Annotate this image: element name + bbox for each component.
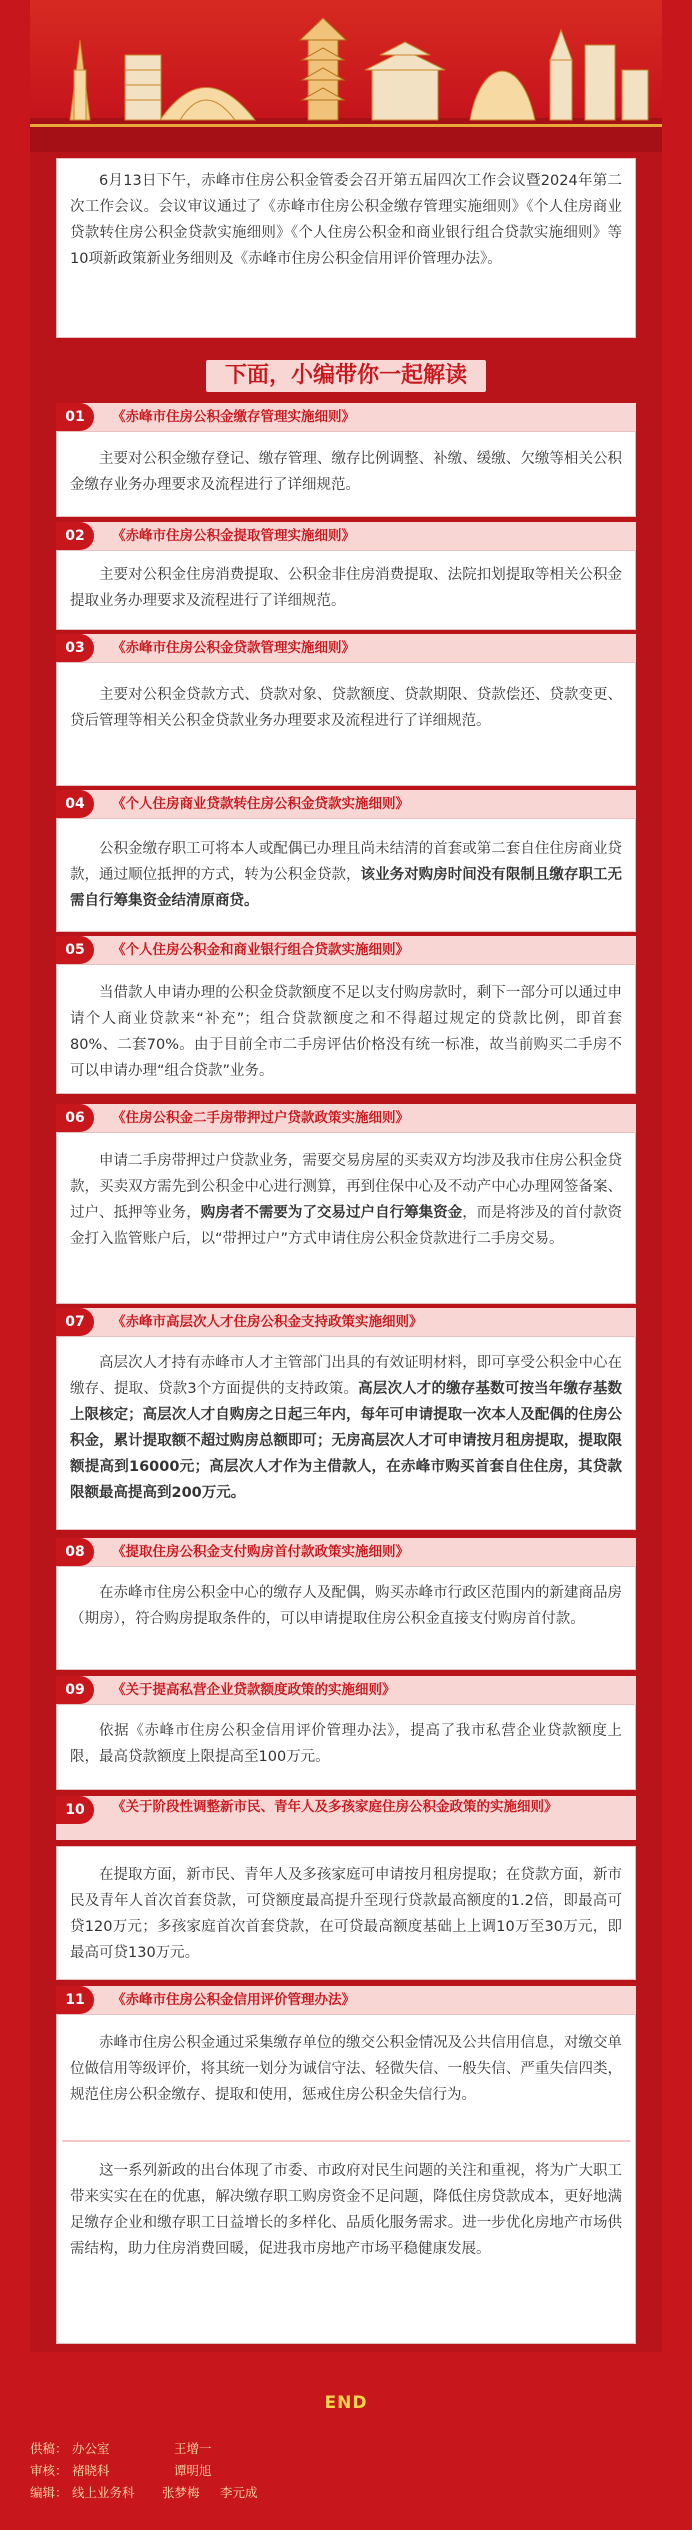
section-body-01: 主要对公积金缴存登记、缴存管理、缴存比例调整、补缴、缓缴、欠缴等相关公积金缴存业务办理要求及流程进行了详细规范。 (70, 451, 622, 493)
credit-value: 张梦梅 (162, 2485, 200, 2500)
credit-edit (30, 2482, 670, 2504)
section-body-08: 在赤峰市住房公积金中心的缴存人及配偶，购买赤峰市行政区范围内的新建商品房（期房），符合购房提取条件的，可以申请提取住房公积金直接支付购房首付款。 (70, 1585, 622, 1627)
section-number: 10 (56, 1796, 94, 1824)
section-header-08 (56, 1538, 636, 1566)
section-title: 《赤峰市高层次人才住房公积金支持政策实施细则》 (112, 1314, 423, 1330)
body-text: 高层次人才持有赤峰市人才主管部门出具的有效证明材料，即可享受公积金中心在缴存、提取、贷款3个方面提供的支持政策。 (70, 1355, 622, 1397)
divider (62, 2140, 630, 2142)
section-header-05 (56, 936, 636, 964)
credit-supply (30, 2438, 670, 2460)
section-number: 03 (56, 634, 94, 662)
credit-value: 王增一 (174, 2441, 212, 2456)
section-body-02: 主要对公积金住房消费提取、公积金非住房消费提取、法院扣划提取等相关公积金提取业务办理要求及流程进行了详细规范。 (70, 567, 622, 609)
credit-label: 审核： (30, 2463, 68, 2478)
body-emphasis: 高层次人才的缴存基数可按当年缴存基数上限核定；高层次人才自购房之日起三年内，每年可申请提取一次本人及配偶的住房公积金，累计提取额不超过购房总额即可；无房高层次人才可申请按月租房提取，提取限额提高到16000元；高层次人才作为主借款人，在赤峰市购买首套自住住房，其贷款限额最高提高到200万元。 (70, 1381, 623, 1501)
section-header-01 (56, 403, 636, 431)
section-number: 09 (56, 1676, 94, 1704)
section-header-10 (56, 1796, 636, 1840)
section-number: 11 (56, 1986, 94, 2014)
credit-value: 办公室 (72, 2441, 110, 2456)
intro-paragraph: 6月13日下午，赤峰市住房公积金管委会召开第五届四次工作会议暨2024年第二次工作会议。会议审议通过了《赤峰市住房公积金缴存管理实施细则》《个人住房商业贷款转住房公积金贷款实施细则》《个人住房公积金和商业银行组合贷款实施细则》等10项新政策新业务细则及《赤峰市住房公积金信用评价管理办法》。 (70, 173, 622, 267)
section-header-03 (56, 634, 636, 662)
section-header-04 (56, 790, 636, 818)
section-header-06 (56, 1104, 636, 1132)
section-body-07 (70, 1350, 622, 1506)
credit-value: 谭明旭 (174, 2463, 212, 2478)
section-title: 《赤峰市住房公积金信用评价管理办法》 (112, 1992, 355, 2008)
section-title: 《住房公积金二手房带押过户贷款政策实施细则》 (112, 1110, 409, 1126)
section-header-11 (56, 1986, 636, 2014)
credit-review (30, 2460, 670, 2482)
credit-label: 供稿： (30, 2441, 68, 2456)
body-emphasis: 该业务对购房时间没有限制且缴存职工无需自行筹集资金结清原商贷。 (70, 867, 623, 909)
credit-label: 编辑： (30, 2485, 68, 2500)
end-marker: END (324, 2393, 368, 2413)
section-number: 01 (56, 403, 94, 431)
section-number: 08 (56, 1538, 94, 1566)
section-body-11: 赤峰市住房公积金通过采集缴存单位的缴交公积金情况及公共信用信息，对缴交单位做信用等级评价，将其统一划分为诚信守法、轻微失信、一般失信、严重失信四类，规范住房公积金缴存、提取和使用，惩戒住房公积金失信行为。 (70, 2035, 622, 2103)
section-header-07 (56, 1308, 636, 1336)
body-text: 申请二手房带押过户贷款业务，需要交易房屋的买卖双方均涉及我市住房公积金贷款，买卖双方需先到公积金中心进行测算，再到住保中心及不动产中心办理网签备案、过户、抵押等业务， (70, 1153, 622, 1221)
section-number: 02 (56, 522, 94, 550)
section-header-02 (56, 522, 636, 550)
section-title: 《关于阶段性调整新市民、青年人及多孩家庭住房公积金政策的实施细则》 (112, 1799, 558, 1815)
section-title: 《赤峰市住房公积金缴存管理实施细则》 (112, 409, 355, 425)
credit-value: 褚晓科 (72, 2463, 110, 2478)
city-skyline-illustration (30, 0, 662, 152)
callout-text: 下面，小编带你一起解读 (224, 363, 467, 388)
credit-value: 李元成 (220, 2485, 258, 2500)
section-number: 05 (56, 936, 94, 964)
section-body-10: 在提取方面，新市民、青年人及多孩家庭可申请按月租房提取；在贷款方面，新市民及青年人首次首套贷款，可贷额度最高提升至现行贷款最高额度的1.2倍，即最高可贷120万元；多孩家庭首次首套贷款，在可贷最高额度基础上上调10万至30万元，即最高可贷130万元。 (70, 1867, 622, 1961)
section-title: 《个人住房商业贷款转住房公积金贷款实施细则》 (112, 796, 409, 812)
section-number: 04 (56, 790, 94, 818)
section-title: 《个人住房公积金和商业银行组合贷款实施细则》 (112, 942, 409, 958)
section-body-03: 主要对公积金贷款方式、贷款对象、贷款额度、贷款期限、贷款偿还、贷款变更、贷后管理等相关公积金贷款业务办理要求及流程进行了详细规范。 (70, 687, 622, 729)
section-title: 《赤峰市住房公积金提取管理实施细则》 (112, 528, 355, 544)
section-body-04 (70, 836, 622, 914)
section-title: 《关于提高私营企业贷款额度政策的实施细则》 (112, 1682, 396, 1698)
body-emphasis: 购房者不需要为了交易过户自行筹集资金 (200, 1205, 463, 1221)
section-number: 07 (56, 1308, 94, 1336)
body-text: 公积金缴存职工可将本人或配偶已办理且尚未结清的首套或第二套自住住房商业贷款，通过顺位抵押的方式，转为公积金贷款， (70, 841, 622, 883)
section-title: 《赤峰市住房公积金贷款管理实施细则》 (112, 640, 355, 656)
credit-value: 线上业务科 (72, 2485, 135, 2500)
section-body-06 (70, 1148, 622, 1252)
credits (30, 2438, 670, 2504)
section-title: 《提取住房公积金支付购房首付款政策实施细则》 (112, 1544, 409, 1560)
callout-banner (206, 360, 486, 392)
section-body-05: 当借款人申请办理的公积金贷款额度不足以支付购房款时，剩下一部分可以通过申请个人商业贷款来“补充”；组合贷款额度之和不得超过规定的贷款比例，即首套80%、二套70%。由于目前全市二手房评估价格没有统一标准，故当前购买二手房不可以申请办理“组合贷款”业务。 (70, 985, 622, 1079)
header-banner (30, 0, 662, 152)
closing-paragraph: 这一系列新政的出台体现了市委、市政府对民生问题的关注和重视，将为广大职工带来实实在在的优惠，解决缴存职工购房资金不足问题，降低住房贷款成本，更好地满足缴存企业和缴存职工日益增长的多样化、品质化服务需求。进一步优化房地产市场供需结构，助力住房消费回暖，促进我市房地产市场平稳健康发展。 (70, 2163, 622, 2257)
body-text: ，而是将涉及的首付款资金打入监管账户后，以“带押过户”方式申请住房公积金贷款进行二手房交易。 (70, 1205, 623, 1247)
section-number: 06 (56, 1104, 94, 1132)
section-header-09 (56, 1676, 636, 1704)
section-body-09: 依据《赤峰市住房公积金信用评价管理办法》，提高了我市私营企业贷款额度上限，最高贷款额度上限提高至100万元。 (70, 1723, 622, 1765)
